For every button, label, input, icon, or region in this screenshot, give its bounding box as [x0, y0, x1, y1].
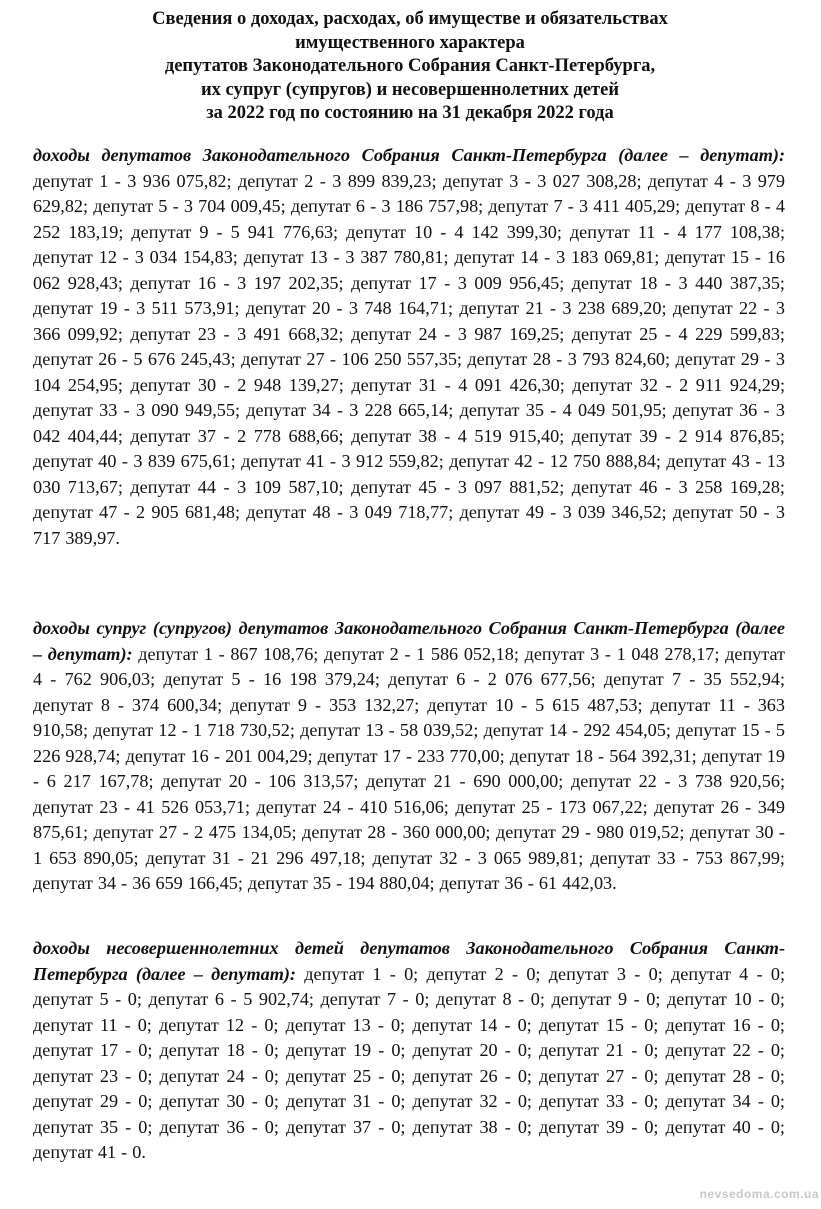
title-line: имущественного характера: [295, 32, 525, 53]
section-heading: доходы несовершеннолетних детей депутатов Законодательного Собрания Санкт-Петербурга (далее – депутат):: [33, 938, 785, 984]
section-body: депутат 1 - 3 936 075,82; депутат 2 - 3 899 839,23; депутат 3 - 3 027 308,28; депутат 4 - 3 979 629,82; депутат 5 - 3 704 009,45; депутат 6 - 3 186 757,98; депутат 7 - 3 411 405,29; депутат 8 - 4 252 183,19; депутат 9 - 5 941 776,63; депутат 10 - 4 142 399,30; депутат 11 - 4 177 108,38; депутат 12 - 3 034 154,83; депутат 13 - 3 387 780,81; депутат 14 - 3 183 069,81; депутат 15 - 16 062 928,43; депутат 16 - 3 197 202,35; депутат 17 - 3 009 956,45; депутат 18 - 3 440 387,35; депутат 19 - 3 511 573,91; депутат 20 - 3 748 164,71; депутат 21 - 3 238 689,20; депутат 22 - 3 366 099,92; депутат 23 - 3 491 668,32; депутат 24 - 3 987 169,25; депутат 25 - 4 229 599,83; депутат 26 - 5 676 245,43; депутат 27 - 106 250 557,35; депутат 28 - 3 793 824,60; депутат 29 - 3 104 254,95; депутат 30 - 2 948 139,27; депутат 31 - 4 091 426,30; депутат 32 - 2 911 924,29; депутат 33 - 3 090 949,55; депутат 34 - 3 228 665,14; депутат 35 - 4 049 501,95; депутат 36 - 3 042 404,44; депутат 37 - 2 778 688,66; депутат 38 - 4 519 915,40; депутат 39 - 2 914 876,85; депутат 40 - 3 839 675,61; депутат 41 - 3 912 559,82; депутат 42 - 12 750 888,84; депутат 43 - 13 030 713,67; депутат 44 - 3 109 587,10; депутат 45 - 3 097 881,52; депутат 46 - 3 258 169,28; депутат 47 - 2 905 681,48; депутат 48 - 3 049 718,77; депутат 49 - 3 039 346,52; депутат 50 - 3 717 389,97.: [33, 170, 785, 548]
document-title: [60, 8, 760, 126]
title-line: за 2022 год по состоянию на 31 декабря 2022 года: [206, 103, 614, 124]
title-line: депутатов Законодательного Собрания Санкт-Петербурга,: [164, 56, 656, 77]
title-line: их супруг (супругов) и несовершеннолетних детей: [201, 79, 619, 100]
section-spouses-income: [33, 616, 785, 897]
section-heading: доходы депутатов Законодательного Собрания Санкт-Петербурга (далее – депутат):: [33, 145, 785, 165]
section-heading: доходы супруг (супругов) депутатов Законодательного Собрания Санкт-Петербурга (далее – депутат):: [33, 618, 785, 664]
title-line: Сведения о доходах, расходах, об имуществе и обязательствах: [152, 9, 668, 29]
section-body: депутат 1 - 0; депутат 2 - 0; депутат 3 - 0; депутат 4 - 0; депутат 5 - 0; депутат 6 - 5 902,74; депутат 7 - 0; депутат 8 - 0; депутат 9 - 0; депутат 10 - 0; депутат 11 - 0; депутат 12 - 0; депутат 13 - 0; депутат 14 - 0; депутат 15 - 0; депутат 16 - 0; депутат 17 - 0; депутат 18 - 0; депутат 19 - 0; депутат 20 - 0; депутат 21 - 0; депутат 22 - 0; депутат 23 - 0; депутат 24 - 0; депутат 25 - 0; депутат 26 - 0; депутат 27 - 0; депутат 28 - 0; депутат 29 - 0; депутат 30 - 0; депутат 31 - 0; депутат 32 - 0; депутат 33 - 0; депутат 34 - 0; депутат 35 - 0; депутат 36 - 0; депутат 37 - 0; депутат 38 - 0; депутат 39 - 0; депутат 40 - 0; депутат 41 - 0.: [33, 963, 786, 1162]
section-children-income: [33, 936, 785, 1166]
section-deputies-income: [33, 143, 785, 551]
section-body: депутат 1 - 867 108,76; депутат 2 - 1 586 052,18; депутат 3 - 1 048 278,17; депутат 4 - 762 906,03; депутат 5 - 16 198 379,24; депутат 6 - 2 076 677,56; депутат 7 - 35 552,94; депутат 8 - 374 600,34; депутат 9 - 353 132,27; депутат 10 - 5 615 487,53; депутат 11 - 363 910,58; депутат 12 - 1 718 730,52; депутат 13 - 58 039,52; депутат 14 - 292 454,05; депутат 15 - 5 226 928,74; депутат 16 - 201 004,29; депутат 17 - 233 770,00; депутат 18 - 564 392,31; депутат 19 - 6 217 167,78; депутат 20 - 106 313,57; депутат 21 - 690 000,00; депутат 22 - 3 738 920,56; депутат 23 - 41 526 053,71; депутат 24 - 410 516,06; депутат 25 - 173 067,22; депутат 26 - 349 875,61; депутат 27 - 2 475 134,05; депутат 28 - 360 000,00; депутат 29 - 980 019,52; депутат 30 - 1 653 890,05; депутат 31 - 21 296 497,18; депутат 32 - 3 065 989,81; депутат 33 - 753 867,99; депутат 34 - 36 659 166,45; депутат 35 - 194 880,04; депутат 36 - 61 442,03.: [33, 643, 785, 893]
watermark: nevsedoma.com.ua: [699, 1187, 819, 1201]
